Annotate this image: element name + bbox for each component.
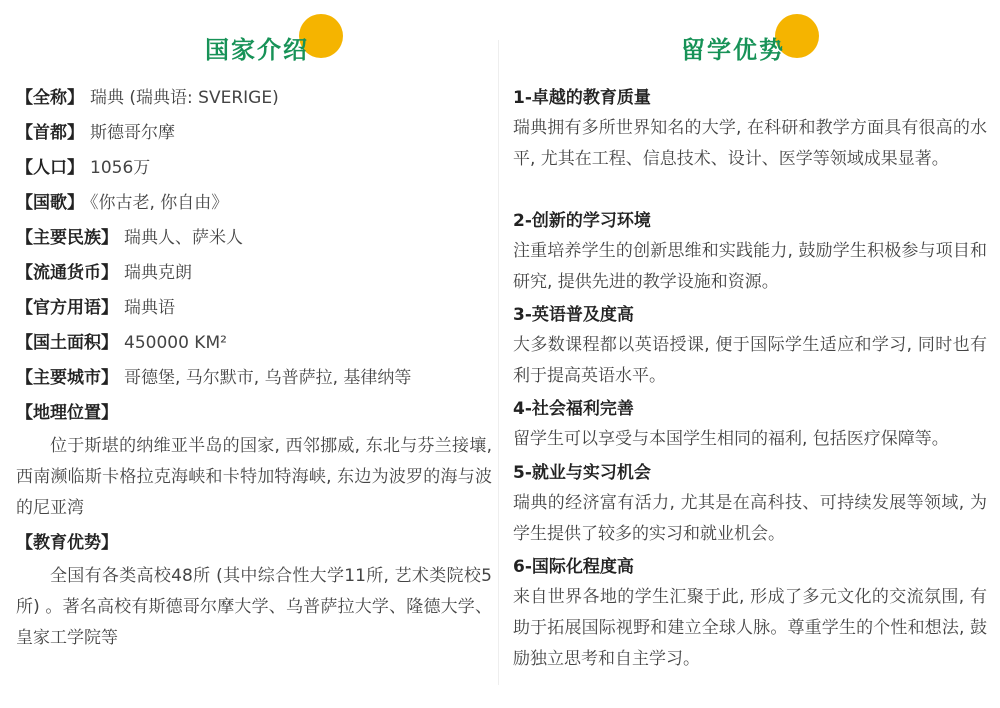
advantage-title: 1-卓越的教育质量 [513, 88, 651, 108]
study-advantages-title: 留学优势 [681, 36, 785, 64]
geo-label-row [16, 401, 124, 425]
advantage-text: 注重培养学生的创新思维和实践能力, 鼓励学生积极参与项目和研究, 提供先进的教学设施和资源。 [513, 241, 987, 292]
country-intro-title: 国家介绍 [205, 36, 309, 64]
advantage-title: 3-英语普及度高 [513, 305, 634, 325]
fact-major-cities: 【主要城市】 哥德堡, 马尔默市, 乌普萨拉, 基律纳等 [16, 368, 412, 388]
advantage-text: 留学生可以享受与本国学生相同的福利, 包括医疗保障等。 [513, 429, 949, 449]
advantage-text: 瑞典拥有多所世界知名的大学, 在科研和教学方面具有很高的水平, 尤其在工程、信息技术、设计、医学等领域成果显著。 [513, 118, 987, 169]
edu-label: 【教育优势】 [16, 533, 118, 553]
advantage-title: 5-就业与实习机会 [513, 463, 651, 483]
fact-area: 【国土面积】 450000 KM² [16, 333, 227, 353]
advantage-title: 4-社会福利完善 [513, 399, 634, 419]
advantage-text: 来自世界各地的学生汇聚于此, 形成了多元文化的交流氛围, 有助于拓展国际视野和建立全球人脉。尊重学生的个性和想法, 鼓励独立思考和自主学习。 [513, 587, 987, 669]
edu-text: 全国有各类高校48所 (其中综合性大学11所, 艺术类院校5所) 。著名高校有斯德哥尔摩大学、乌普萨拉大学、隆德大学、皇家工学院等 [16, 566, 492, 648]
fact-language: 【官方用语】 瑞典语 [16, 298, 175, 318]
advantage-text: 瑞典的经济富有活力, 尤其是在高科技、可持续发展等领域, 为学生提供了较多的实习和就业机会。 [513, 493, 987, 544]
fact-population: 【人口】 1056万 [16, 158, 151, 178]
fact-currency: 【流通货币】 瑞典克朗 [16, 263, 192, 283]
edu-label-row [16, 531, 124, 555]
advantage-title: 2-创新的学习环境 [513, 211, 651, 231]
fact-fullname: 【全称】 瑞典 (瑞典语: SVERIGE) [16, 88, 279, 108]
fact-anthem: 【国歌】 《你古老, 你自由》 [16, 193, 229, 213]
advantage-text: 大多数课程都以英语授课, 便于国际学生适应和学习, 同时也有利于提高英语水平。 [513, 335, 987, 386]
advantage-title: 6-国际化程度高 [513, 557, 634, 577]
geo-text: 位于斯堪的纳维亚半岛的国家, 西邻挪威, 东北与芬兰接壤, 西南濒临斯卡格拉克海峡和卡特加特海峡, 东边为波罗的海与波的尼亚湾 [16, 436, 492, 518]
fact-ethnic-groups: 【主要民族】 瑞典人、萨米人 [16, 228, 243, 248]
geo-label: 【地理位置】 [16, 403, 118, 423]
fact-capital: 【首都】 斯德哥尔摩 [16, 123, 175, 143]
column-divider [498, 40, 499, 685]
